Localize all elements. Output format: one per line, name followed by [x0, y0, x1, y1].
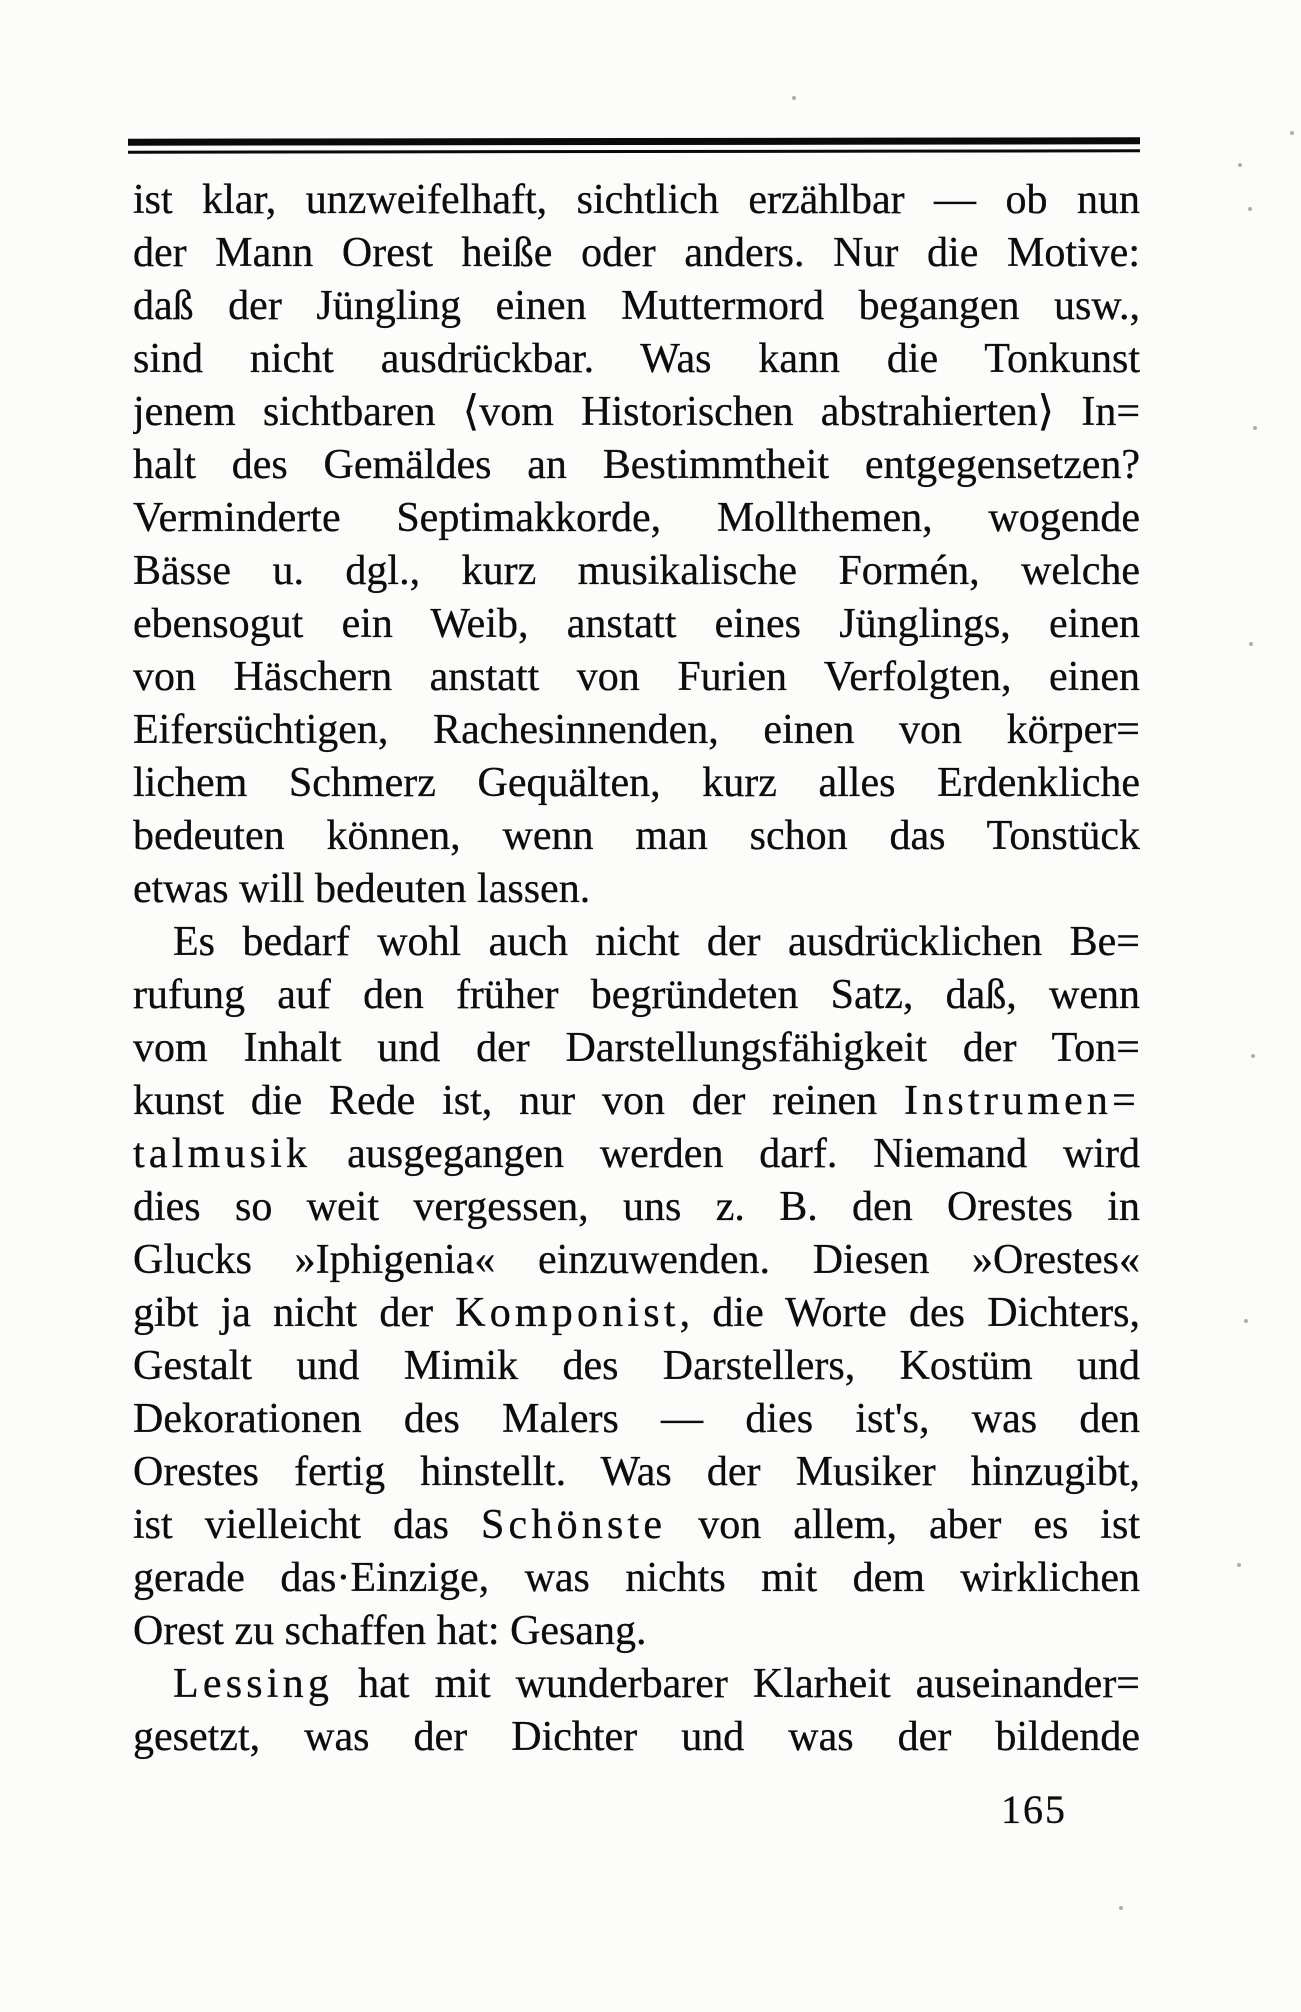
scan-speck	[1253, 426, 1257, 430]
text-segment: Es bedarf wohl auch nicht der ausdrücklichen Be=	[173, 919, 1140, 965]
text-line	[133, 1446, 1140, 1499]
text-segment: Orest zu schaffen hat: Gesang.	[133, 1608, 647, 1654]
text-line	[133, 704, 1140, 757]
text-segment: dies so weit vergessen, uns z. B. den Orestes in	[133, 1184, 1140, 1230]
text-segment: Verminderte Septimakkorde, Mollthemen, wogende	[133, 495, 1140, 541]
text-segment: rufung auf den früher begründeten Satz, daß, wenn	[133, 972, 1140, 1018]
scan-speck	[1290, 131, 1294, 135]
top-rule-thin	[128, 149, 1140, 153]
page-number: 165	[1001, 1787, 1067, 1832]
text-segment: halt des Gemäldes an Bestimmtheit entgegensetzen?	[133, 442, 1140, 488]
text-segment: Bässe u. dgl., kurz musikalische Formén, welche	[133, 548, 1140, 594]
text-line	[133, 1658, 1140, 1711]
scan-speck	[1249, 642, 1253, 646]
scan-speck	[1119, 1906, 1123, 1910]
text-segment: von Häschern anstatt von Furien Verfolgten, einen	[133, 654, 1140, 700]
text-line	[133, 1287, 1140, 1340]
scan-speck	[1238, 163, 1242, 167]
letterspaced-word: talmusik	[133, 1131, 312, 1177]
text-line	[133, 492, 1140, 545]
text-line	[133, 386, 1140, 439]
text-segment: , die Worte des Dichters,	[679, 1290, 1140, 1336]
text-segment: von allem, aber es ist	[666, 1502, 1140, 1548]
text-segment: ist klar, unzweifelhaft, sichtlich erzählbar — ob nun	[133, 177, 1140, 223]
text-line	[133, 810, 1140, 863]
text-line	[133, 1234, 1140, 1287]
text-segment: hat mit wunderbarer Klarheit auseinander=	[333, 1661, 1140, 1707]
text-segment: der Mann Orest heiße oder anders. Nur die Motive:	[133, 230, 1140, 276]
text-line	[133, 1340, 1140, 1393]
text-segment: Glucks »Iphigenia« einzuwenden. Diesen »Orestes«	[133, 1237, 1140, 1283]
text-segment: lichem Schmerz Gequälten, kurz alles Erdenkliche	[133, 760, 1140, 806]
letterspaced-word: Schönste	[480, 1502, 667, 1548]
text-segment: ebensogut ein Weib, anstatt eines Jünglings, einen	[133, 601, 1140, 647]
text-line	[133, 863, 1140, 916]
text-line	[133, 439, 1140, 492]
text-segment: ist vielleicht das	[133, 1502, 481, 1548]
text-segment: bedeuten können, wenn man schon das Tonstück	[133, 813, 1140, 859]
text-segment: Gestalt und Mimik des Darstellers, Kostüm und	[133, 1343, 1140, 1389]
text-line	[133, 1022, 1140, 1075]
text-line	[133, 1075, 1140, 1128]
letterspaced-word: Komponist	[455, 1290, 680, 1336]
text-segment: gesetzt, was der Dichter und was der bildende	[133, 1714, 1140, 1760]
text-line	[133, 1499, 1140, 1552]
text-line	[133, 1128, 1140, 1181]
text-segment: gibt ja nicht der	[133, 1290, 456, 1336]
text-line	[133, 916, 1140, 969]
text-segment: sind nicht ausdrückbar. Was kann die Tonkunst	[133, 336, 1140, 382]
letterspaced-word: Instrumen=	[904, 1078, 1140, 1124]
scan-speck	[1248, 207, 1252, 211]
scan-speck	[1237, 1563, 1241, 1567]
text-segment: gerade das·Einzige, was nichts mit dem wirklichen	[133, 1555, 1140, 1601]
text-line	[133, 1552, 1140, 1605]
text-line	[133, 969, 1140, 1022]
text-line	[133, 174, 1140, 227]
text-line	[133, 598, 1140, 651]
text-line	[133, 333, 1140, 386]
text-line	[133, 1181, 1140, 1234]
text-line	[133, 651, 1140, 704]
text-segment: Eifersüchtigen, Rachesinnenden, einen von körper=	[133, 707, 1140, 753]
scan-speck	[1251, 1054, 1255, 1058]
text-line	[133, 757, 1140, 810]
top-rule-thick	[128, 137, 1140, 145]
scan-speck	[792, 96, 796, 100]
text-line	[133, 227, 1140, 280]
text-line	[133, 1605, 1140, 1658]
text-segment: Orestes fertig hinstellt. Was der Musiker hinzugibt,	[133, 1449, 1140, 1495]
text-line	[133, 545, 1140, 598]
text-segment: ausgegangen werden darf. Niemand wird	[311, 1131, 1140, 1177]
letterspaced-word: Lessing	[173, 1661, 334, 1707]
text-segment: jenem sichtbaren ⟨vom Historischen abstrahierten⟩ In=	[133, 389, 1140, 435]
text-segment: daß der Jüngling einen Muttermord begangen usw.,	[133, 283, 1140, 329]
text-segment: vom Inhalt und der Darstellungsfähigkeit der Ton=	[133, 1025, 1140, 1071]
text-line	[133, 280, 1140, 333]
scan-speck	[1244, 1319, 1248, 1323]
text-line	[133, 1711, 1140, 1764]
text-segment: Dekorationen des Malers — dies ist's, was den	[133, 1396, 1140, 1442]
text-segment: kunst die Rede ist, nur von der reinen	[133, 1078, 905, 1124]
text-segment: etwas will bedeuten lassen.	[133, 866, 591, 912]
body-text-block	[133, 174, 1140, 1764]
text-line	[133, 1393, 1140, 1446]
